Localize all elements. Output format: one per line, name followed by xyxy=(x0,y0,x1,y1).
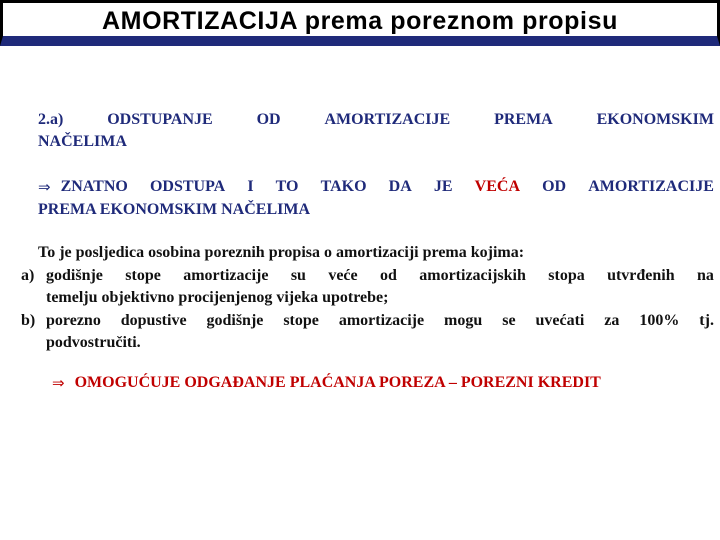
word: se xyxy=(502,312,516,329)
word: godišnje xyxy=(46,267,103,284)
reason-intro: To je posljedica osobina poreznih propisa o amortizaciji prema kojima: xyxy=(38,244,525,261)
word: ODSTUPANJE xyxy=(107,111,213,128)
point2-line xyxy=(52,373,601,393)
word: ZNATNO xyxy=(60,178,128,195)
word: AMORTIZACIJE xyxy=(324,111,451,128)
word: tj. xyxy=(699,312,714,329)
word: porezno xyxy=(46,312,101,329)
reason-a-line2: temelju objektivno procijenjenog vijeka upotrebe; xyxy=(46,289,389,306)
section-2a-heading-line2: NAČELIMA xyxy=(38,133,127,150)
word: na xyxy=(697,267,714,284)
word: veće xyxy=(328,267,358,284)
title-bar xyxy=(0,0,720,46)
implies-arrow-icon: ⇒ xyxy=(38,178,51,196)
word: JE xyxy=(433,178,453,195)
word: 100% xyxy=(639,312,680,329)
point1-words xyxy=(61,177,714,197)
word: su xyxy=(290,267,306,284)
word: AMORTIZACIJE xyxy=(588,178,714,195)
word: I xyxy=(247,178,254,195)
section-2a-heading-line1 xyxy=(38,110,714,130)
word: amortizacijskih xyxy=(419,267,526,284)
page-title: AMORTIZACIJA prema poreznom propisu xyxy=(102,7,618,35)
reason-a-words xyxy=(46,266,714,286)
reason-b-line1 xyxy=(21,311,714,331)
reason-b-words xyxy=(46,311,714,331)
word: dopustive xyxy=(120,312,187,329)
point1-line1 xyxy=(38,177,714,197)
word: TO xyxy=(275,178,299,195)
word: 2.a) xyxy=(38,111,64,128)
word: godišnje xyxy=(206,312,264,329)
word: EKONOMSKIM xyxy=(596,111,714,128)
word: OD xyxy=(542,178,567,195)
point1-line2: PREMA EKONOMSKIM NAČELIMA xyxy=(38,201,310,218)
word: od xyxy=(379,267,397,284)
list-marker-a: a) xyxy=(21,267,35,284)
word: stope xyxy=(283,312,319,329)
word: DA xyxy=(388,178,412,195)
word: stope xyxy=(125,267,161,284)
word: PREMA xyxy=(494,111,553,128)
word: za xyxy=(604,312,620,329)
word: TAKO xyxy=(320,178,367,195)
word: ODSTUPA xyxy=(149,178,226,195)
word: stopa xyxy=(548,267,585,284)
word: amortizacije xyxy=(183,267,269,284)
word: utvrđenih xyxy=(607,267,675,284)
word: OD xyxy=(256,111,281,128)
reason-b-line2: podvostručiti. xyxy=(46,334,141,351)
word: uvećati xyxy=(535,312,585,329)
word: amortizacije xyxy=(338,312,425,329)
implies-arrow-icon: ⇒ xyxy=(52,374,65,392)
reason-a-line1 xyxy=(21,266,714,286)
list-marker-b: b) xyxy=(21,312,36,329)
highlight-word: VEĆA xyxy=(474,178,520,195)
point2-text: OMOGUĆUJE ODGAĐANJE PLAĆANJA POREZA – POREZNI KREDIT xyxy=(74,374,601,391)
word: mogu xyxy=(444,312,483,329)
